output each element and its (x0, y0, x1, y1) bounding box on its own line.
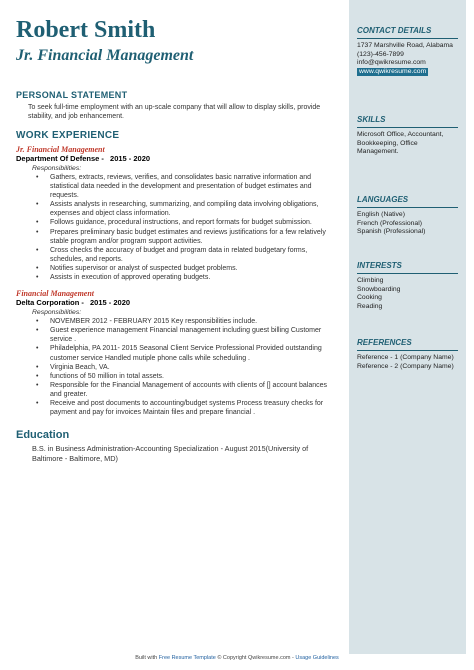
list-item: • NOVEMBER 2012 - FEBRUARY 2015 Key responsibilities include. (36, 317, 338, 326)
list-item: Reading (357, 302, 383, 310)
job-entry (16, 145, 338, 282)
languages-section (357, 195, 458, 237)
personal-statement-text: To seek full-time employment with an up-scale company that will allow to display skills, provide stability, and job enhancement. (28, 104, 321, 120)
divider (357, 273, 458, 274)
company-name: Department Of Defense - (16, 154, 104, 163)
job-dates: 2015 - 2020 (90, 298, 131, 308)
footer-copyright: © Copyright Qwikresume.com - (217, 655, 294, 661)
list-item: French (Professional) (357, 219, 422, 227)
list-item: • Notifies supervisor or analyst of suspected budget problems. (36, 264, 338, 273)
divider (357, 127, 458, 128)
list-item: • Assists analysts in researching, summarizing, and compiling data involving obligations, expenses and object class information. (36, 200, 338, 218)
interests-section (357, 261, 458, 311)
references-heading: REFERENCES (357, 338, 412, 347)
main-column (16, 16, 338, 463)
work-experience-heading: WORK EXPERIENCE (16, 130, 120, 141)
responsibilities-label: Responsibilities: (32, 165, 82, 172)
list-item: • Gathers, extracts, reviews, verifies, and consolidates basic narrative information and statistical data needed in the development and presentation of budget estimates and requests. (36, 173, 338, 200)
footer (0, 655, 474, 661)
footer-prefix: Built with (135, 655, 158, 661)
website-link[interactable]: www.qwikresume.com (359, 67, 427, 75)
references-section (357, 338, 458, 371)
education-text: B.S. in Business Administration-Accounting Specialization - August 2015(University of Baltimore - Baltimore, MD) (32, 444, 309, 463)
responsibilities-label: Responsibilities: (32, 309, 82, 317)
interests-heading: INTERESTS (357, 261, 402, 270)
job-title: Financial Management (16, 289, 95, 299)
list-item: Snowboarding (357, 285, 401, 293)
contact-section (357, 26, 458, 76)
list-item: Reference - 1 (Company Name) (357, 354, 454, 361)
list-item: • Responsible for the Financial Management of accounts with clients of [] account balances and greater. (36, 381, 338, 399)
list-item: Reference - 2 (Company Name) (357, 362, 454, 370)
job-company (16, 154, 338, 163)
skills-section (357, 115, 458, 157)
free-template-link[interactable]: Free Resume Template (158, 655, 216, 661)
candidate-title: Jr. Financial Management (16, 47, 194, 64)
skills-text: Microsoft Office, Accountant, Bookkeeping, Office Management. (357, 131, 444, 156)
job-title: Jr. Financial Management (16, 145, 105, 154)
skills-heading: SKILLS (357, 115, 386, 124)
personal-statement-heading: PERSONAL STATEMENT (16, 90, 128, 100)
list-item: English (Native) (357, 211, 405, 218)
usage-guidelines-link[interactable]: Usage Guidelines (295, 655, 339, 661)
education-heading: Education (16, 429, 70, 442)
languages-heading: LANGUAGES (357, 195, 409, 204)
responsibilities-list (16, 317, 338, 417)
list-item: • functions of 50 million in total assets. (36, 372, 338, 381)
responsibilities-list (16, 173, 338, 282)
sidebar (349, 0, 466, 654)
contact-email[interactable]: info@qwikresume.com (357, 59, 426, 67)
list-item: • Prepares preliminary basic budget estimates and reviews justifications for a few relatively stable program and/or program support activities. (36, 228, 338, 246)
list-item: • Virginia Beach, VA. (36, 363, 338, 372)
divider (357, 350, 458, 351)
list-item: Spanish (Professional) (357, 228, 426, 236)
job-entry (16, 289, 338, 417)
contact-phone: (123)-456-7899 (357, 50, 404, 58)
list-item: Climbing (357, 277, 384, 284)
company-name: Delta Corporation - (16, 298, 84, 308)
job-dates: 2015 - 2020 (110, 154, 151, 163)
contact-heading: CONTACT DETAILS (357, 26, 432, 35)
contact-address: 1737 Marshville Road, Alabama (357, 42, 453, 49)
divider (357, 38, 458, 39)
divider (357, 207, 458, 208)
list-item: Cooking (357, 294, 382, 302)
list-item: • Cross checks the accuracy of budget and program data in related budgetary forms, schedules, and reports. (36, 246, 338, 264)
list-item: • Follows guidance, procedural instructions, and report formats for budget submission. (36, 218, 338, 227)
list-item: • Guest experience management Financial management including guest billing Customer service . (36, 326, 338, 344)
list-item: • Assists in execution of approved operating budgets. (36, 273, 338, 282)
candidate-name: Robert Smith (16, 17, 156, 43)
job-company (16, 298, 338, 307)
list-item: • Receive and post documents to accounting/budget systems Process treasury checks for payment and pay for invoices Maintain files and prepare financial . (36, 399, 338, 417)
list-item: • Philadelphia, PA 2011- 2015 Seasonal Client Service Professional Provided outstanding customer service Handled mutiple phone calls while scheduling . (36, 344, 338, 362)
